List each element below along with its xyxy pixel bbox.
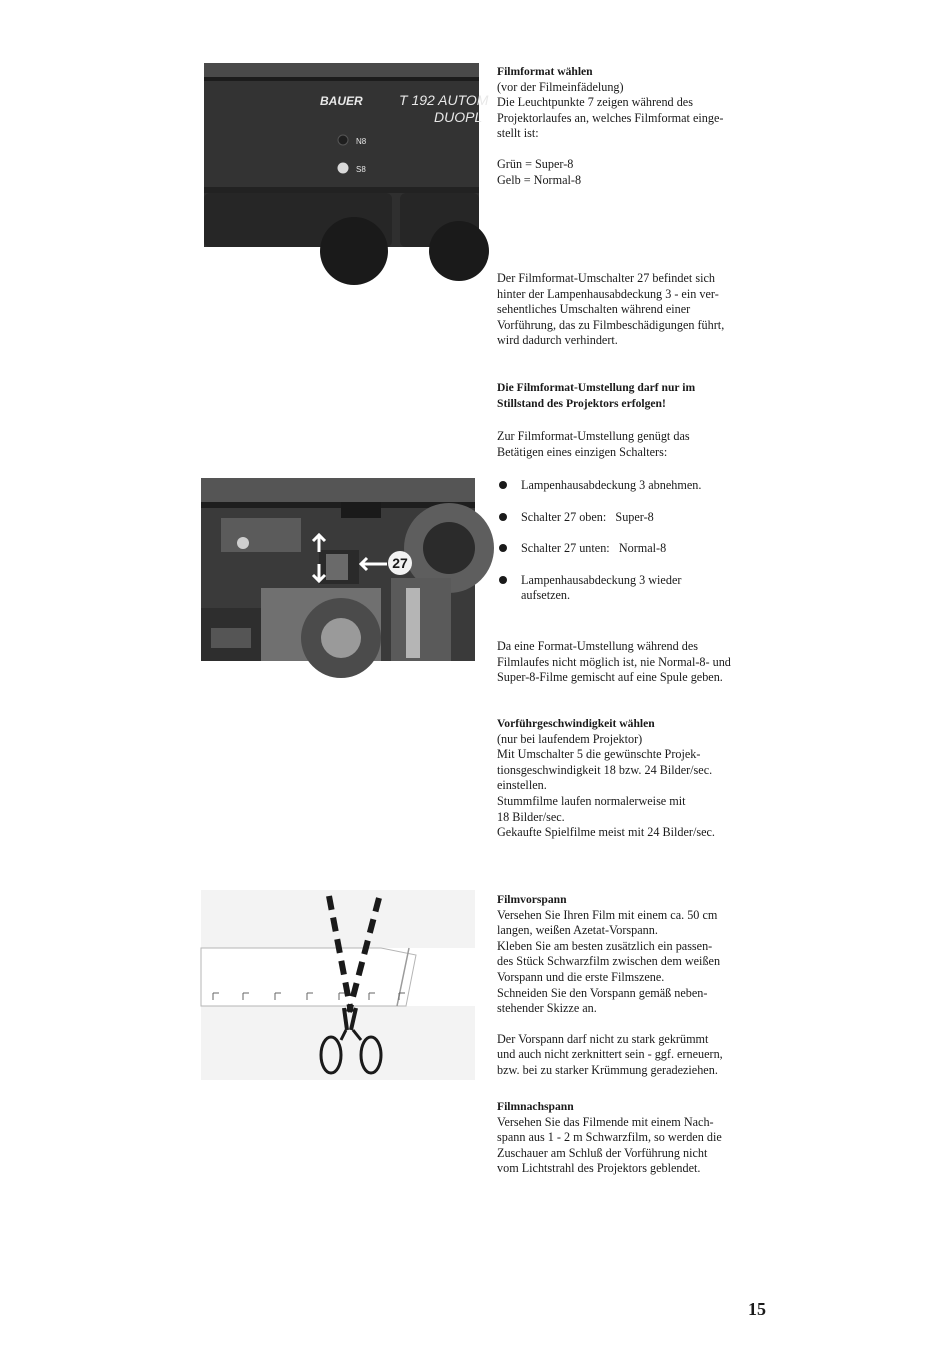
text-line: hinter der Lampenhausabdeckung 3 - ein ver- (497, 286, 719, 301)
callout-27-label: 27 (392, 555, 408, 571)
list-item-text: Schalter 27 unten: Normal-8 (521, 541, 667, 556)
text-line: Vorspann und die erste Filmszene. (497, 969, 665, 984)
text-line: Der Filmformat-Umschalter 27 befindet sich (497, 271, 715, 285)
bullet-icon (499, 576, 507, 584)
text-line: Kleben Sie am besten zusätzlich ein passen- (497, 938, 713, 953)
section-projection-speed (497, 716, 797, 841)
legend-green: Grün = Super-8 (497, 156, 574, 171)
warning-note (497, 380, 797, 411)
list-item (497, 573, 797, 604)
text-line: Da eine Format-Umstellung während des (497, 639, 699, 653)
text-line: Stummfilme laufen normalerweise mit (497, 793, 686, 808)
list-item (497, 478, 797, 494)
text-line: vom Lichtstrahl des Projektors geblendet. (497, 1161, 701, 1176)
text-line: Projektorlaufes an, welches Filmformat einge- (497, 110, 724, 125)
switch-intro (497, 429, 797, 460)
bullet-icon (499, 544, 507, 552)
bullet-icon (499, 481, 507, 489)
text-line: Betätigen eines einzigen Schalters: (497, 444, 668, 459)
projector-front-photo (204, 63, 489, 247)
format-switch-photo (201, 478, 475, 661)
text-line: sehentliches Umschalten während einer (497, 302, 691, 317)
model-label-line1: T 192 AUTOM (399, 92, 489, 108)
text-line: und auch nicht zerknittert sein - ggf. erneuern, (497, 1047, 723, 1062)
text-line: Gekaufte Spielfilme meist mit 24 Bilder/sec. (497, 825, 715, 840)
section-film-leader (497, 892, 797, 1079)
text-line: Vorführung, das zu Filmbeschädigungen führt, (497, 317, 725, 332)
section-heading: Filmnachspann (497, 1100, 574, 1113)
text-line: bzw. bei zu starker Krümmung geradeziehen. (497, 1062, 718, 1077)
text-line: Die Leuchtpunkte 7 zeigen während des (497, 95, 693, 110)
text-line: stehender Skizze an. (497, 1001, 597, 1016)
text-line: des Stück Schwarzfilm zwischen dem weißen (497, 954, 721, 969)
text-line: Filmlaufes nicht möglich ist, nie Normal-8- und (497, 654, 731, 669)
text-line: Der Vorspann darf nicht zu stark gekrümmt (497, 1031, 709, 1046)
model-label-line2: DUOPL (434, 109, 483, 125)
brand-label: BAUER (320, 94, 363, 108)
text-line: Versehen Sie das Filmende mit einem Nach- (497, 1114, 714, 1129)
section-format-switch-location (497, 271, 797, 349)
text-line: (nur bei laufendem Projektor) (497, 731, 643, 746)
section-heading: Filmformat wählen (497, 65, 593, 78)
format-mix-note (497, 639, 797, 686)
s8-label: S8 (356, 165, 366, 174)
legend-yellow: Gelb = Normal-8 (497, 172, 582, 187)
text-line: tionsgeschwindigkeit 18 bzw. 24 Bilder/sec. (497, 762, 713, 777)
warning-line: Die Filmformat-Umstellung darf nur im (497, 381, 696, 394)
warning-line: Stillstand des Projektors erfolgen! (497, 396, 666, 410)
text-line: Versehen Sie Ihren Film mit einem ca. 50 cm (497, 907, 718, 922)
list-item (497, 541, 797, 557)
section-heading: Filmvorspann (497, 893, 567, 906)
list-item-text-cont: aufsetzen. (521, 588, 571, 603)
bullet-icon (499, 513, 507, 521)
section-film-format (497, 64, 797, 188)
leader-cut-sketch (201, 890, 475, 1080)
text-line: einstellen. (497, 778, 547, 793)
list-item-text: Schalter 27 oben: Super-8 (521, 509, 654, 524)
text-line: (vor der Filmeinfädelung) (497, 79, 624, 94)
text-line: Zuschauer am Schluß der Vorführung nicht (497, 1145, 708, 1160)
s8-indicator-light (338, 163, 349, 174)
list-item (497, 510, 797, 526)
n8-label: N8 (356, 137, 367, 146)
text-line: wird dadurch verhindert. (497, 333, 618, 348)
text-line: langen, weißen Azetat-Vorspann. (497, 923, 658, 938)
text-line: stellt ist: (497, 126, 539, 141)
page-number: 15 (748, 1299, 766, 1319)
text-line: Schneiden Sie den Vorspann gemäß neben- (497, 985, 708, 1000)
text-line: spann aus 1 - 2 m Schwarzfilm, so werden die (497, 1130, 722, 1145)
n8-indicator-light (338, 135, 348, 145)
text-line: Mit Umschalter 5 die gewünschte Projek- (497, 747, 701, 762)
text-line: Super-8-Filme gemischt auf eine Spule geben. (497, 670, 723, 685)
section-film-trailer (497, 1099, 797, 1177)
section-heading: Vorführgeschwindigkeit wählen (497, 717, 655, 730)
text-line: 18 Bilder/sec. (497, 809, 565, 824)
list-item-text: Lampenhausabdeckung 3 abnehmen. (521, 478, 702, 492)
text-line: Zur Filmformat-Umstellung genügt das (497, 429, 690, 443)
switch-steps-list (497, 478, 797, 620)
list-item-text: Lampenhausabdeckung 3 wieder (521, 572, 682, 587)
